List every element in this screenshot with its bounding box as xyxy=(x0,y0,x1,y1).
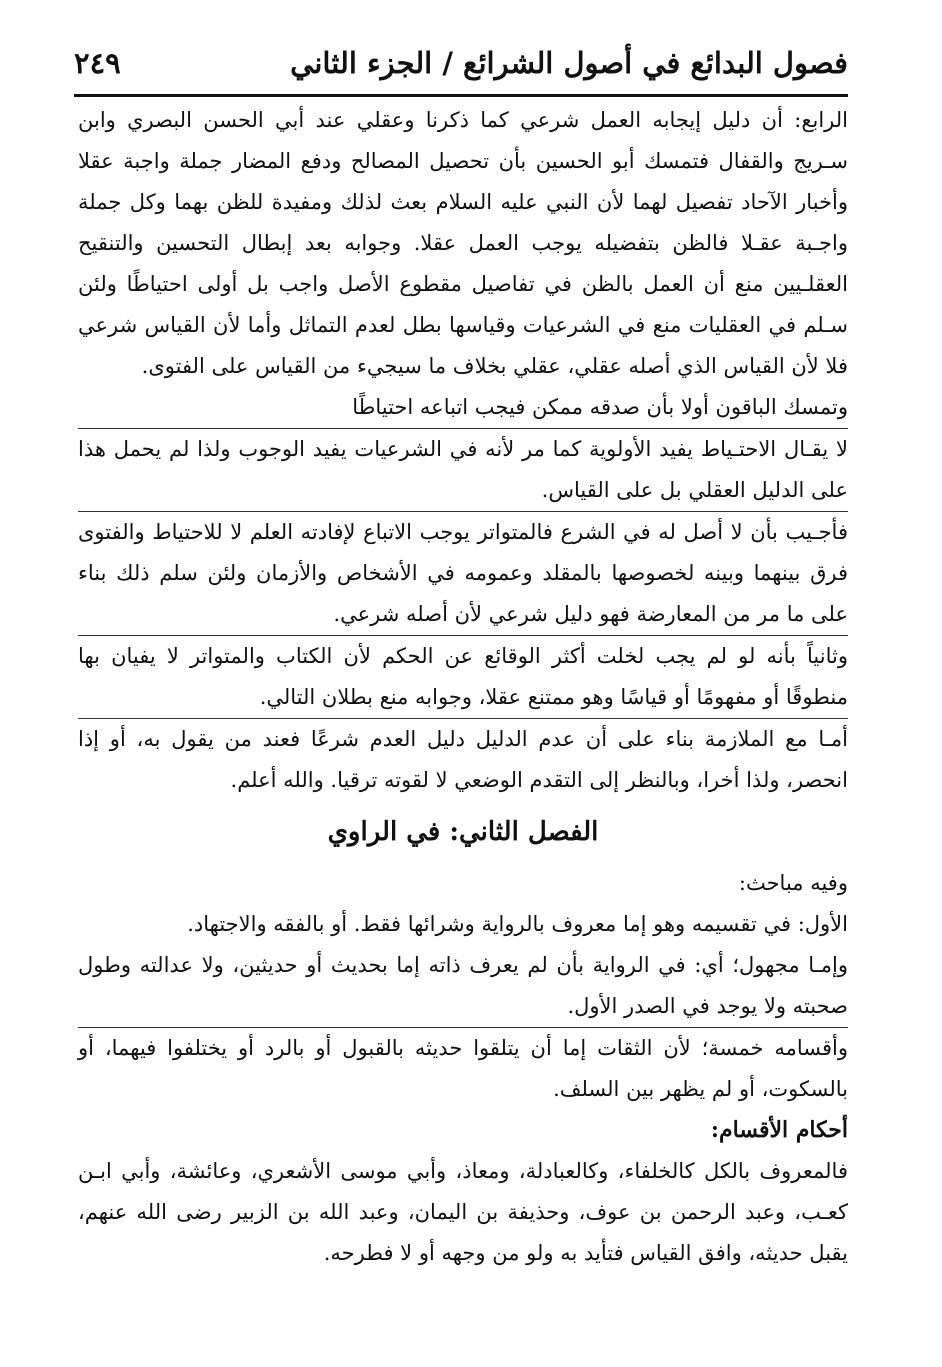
page-header xyxy=(74,38,848,97)
paragraph: لا يقـال الاحتـياط يفيد الأولوية كما مر لأنه في الشرعيات يفيد الوجوب ولذا لم يحمل هذا على الدليل العقلي بل على القياس. xyxy=(78,428,848,511)
paragraph: أمـا مع الملازمة بناء على أن عدم الدليل دليل العدم شرعًا فعند من يقول به، أو إذا انحصر، ولذا أخرا، وبالنظر إلى التقدم الوضعي لا لقوته ترقيا. والله أعلم. xyxy=(78,718,848,801)
paragraph: وثانياً بأنه لو لم يجب لخلت أكثر الوقائع عن الحكم لأن الكتاب والمتواتر لا يفيان بها منطوقًا أو مفهومًا أو قياسًا وهو ممتنع عقلا، وجوابه منع بطلان التالي. xyxy=(78,635,848,718)
paragraph: وإمـا مجهول؛ أي: في الرواية بأن لم يعرف ذاته إما بحديث أو حديثين، ولا عدالته وطول صحبته ولا يوجد في الصدر الأول. xyxy=(78,953,848,1018)
paragraph: الأول: في تقسيمه وهو إما معروف بالرواية وشرائها فقط. أو بالفقه والاجتهاد. xyxy=(187,912,848,936)
paragraph: فالمعروف بالكل كالخلفاء، وكالعبادلة، ومعاذ، وأبي موسى الأشعري، وعائشة، وأبي ابـن كعـب، وعبد الرحمن بن عوف، وحذيفة بن اليمان، وعبد الله بن الزبير رضى الله عنهم، يقبل حديثه، وافق القياس فتأيد به ولو من وجهه أو لا فطرحه. xyxy=(78,1159,848,1265)
section-title: الفصل الثاني: في الراوي xyxy=(327,817,599,847)
paragraph: وفيه مباحث: xyxy=(738,871,848,895)
page-number: ٢٤٩ xyxy=(74,46,121,80)
paragraph: وأقسامه خمسة؛ لأن الثقات إما أن يتلقوا حديثه بالقبول أو بالرد أو يختلفوا فيهما، أو بالسكوت، أو لم يظهر بين السلف. xyxy=(78,1027,848,1110)
running-title: فصول البدائع في أصول الشرائع / الجزء الثاني xyxy=(290,46,848,80)
paragraph: الرابع: أن دليل إيجابه العمل شرعي كما ذكرنا وعقلي عند أبي الحسن البصري وابن سـريج والقفال فتمسك أبو الحسين بأن تحصيل المصالح ودفع المضار جملة واجبة عقلا وأخبار الآحاد تفصيل لهما لأن النبي عليه السلام بعث لذلك ومفيدة للظن بهما وكل جملة واجـبة عقـلا فالظن بتفضيله يوجب العمل عقلا. وجوابه بعد إبطال التحسين والتنقيح العقلـيين منع أن العمل بالظن في تفاصيل مقطوع الأصل واجب بل أولى احتياطًا ولئن سـلم في العقليات منع في الشرعيات وقياسها بطل لعدم التماثل وأما لأن القياس شرعي فلا لأن القياس الذي أصله عقلي، عقلي بخلاف ما سيجيء من القياس على الفتوى. xyxy=(78,108,848,378)
paragraph: وتمسك الباقون أولا بأن صدقه ممكن فيجب اتباعه احتياطًا xyxy=(352,395,848,419)
page-body xyxy=(78,100,848,1274)
paragraph: فأجـيب بأن لا أصل له في الشرع فالمتواتر يوجب الاتباع لإفادته العلم لا للاحتياط والفتوى فرق بينهما وبينه لخصوصها بالمقلد وعمومه في الأشخاص والأزمان ولئن سلم ذلك بناء على ما مر من المعارضة فهو دليل شرعي لأن أصله شرعي. xyxy=(78,511,848,635)
subheading: أحكام الأقسام: xyxy=(710,1117,848,1143)
